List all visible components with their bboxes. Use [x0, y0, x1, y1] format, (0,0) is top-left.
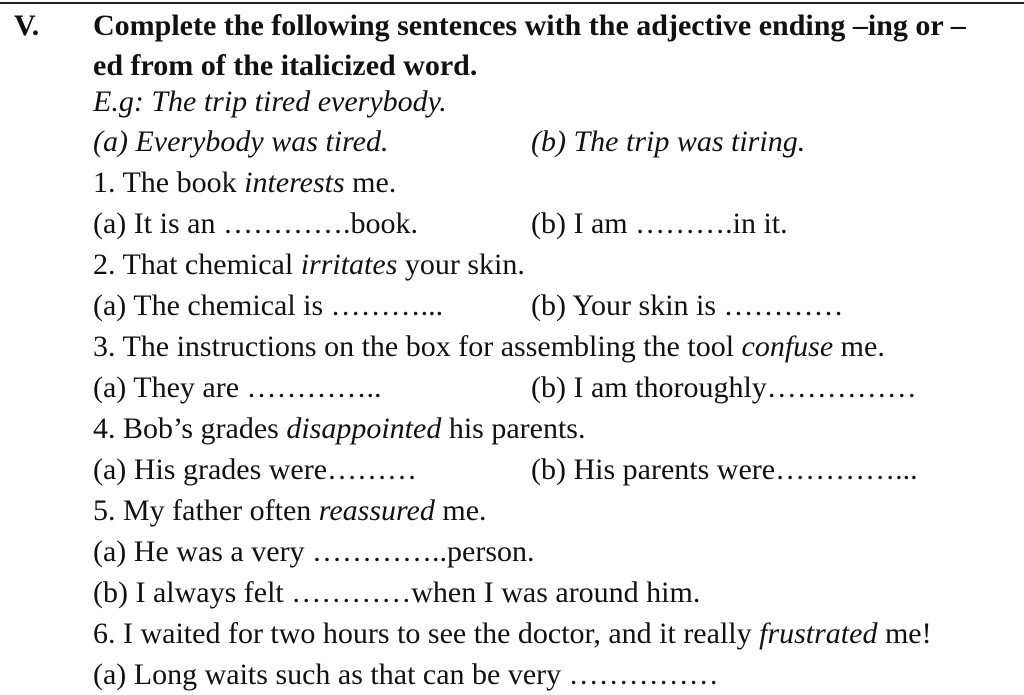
item-3-blank-b: (b) I am thoroughly……………	[531, 371, 917, 404]
item-3-blank-a: (a) They are …………..	[93, 371, 382, 404]
section-number: V.	[14, 9, 40, 42]
example-answer-b: (b) The trip was tiring.	[531, 125, 806, 158]
item-2-blank-a: (a) The chemical is ………...	[93, 289, 444, 322]
item-6-prompt	[93, 614, 932, 654]
item-1-prompt-end: me.	[344, 166, 397, 199]
item-2-blank-b: (b) Your skin is …………	[531, 289, 844, 322]
item-1-blank-b: (b) I am ……….in it.	[531, 207, 788, 240]
item-4-prompt-end: his parents.	[441, 412, 586, 445]
top-rule	[0, 2, 1024, 4]
item-4-italic-word: disappointed	[286, 412, 442, 445]
item-5-blank-a: (a) He was a very …………..person.	[93, 535, 535, 568]
item-4-prompt-start: 4. Bob’s grades	[93, 412, 287, 445]
item-6-blank-a: (a) Long waits such as that can be very ……………	[93, 658, 719, 691]
item-6-italic-word: frustrated	[759, 617, 878, 650]
item-3-prompt	[93, 327, 885, 367]
item-2-prompt-end: your skin.	[397, 248, 525, 281]
item-6-prompt-start: 6. I waited for two hours to see the doctor, and it really	[93, 617, 760, 650]
item-5-italic-word: reassured	[318, 494, 435, 527]
item-4-blank-b: (b) His parents were…………...	[531, 453, 918, 486]
heading-line-2: ed from of the italicized word.	[93, 49, 478, 82]
item-5-prompt	[93, 491, 487, 531]
item-2-italic-word: irritates	[300, 248, 398, 281]
item-5-prompt-end: me.	[434, 494, 487, 527]
heading-line-1: Complete the following sentences with the adjective ending –ing or –	[93, 9, 966, 42]
item-3-italic-word: confuse	[741, 330, 834, 363]
section-heading	[93, 6, 998, 86]
item-1-prompt	[93, 163, 396, 203]
item-2-prompt-start: 2. That chemical	[93, 248, 301, 281]
item-5-prompt-start: 5. My father often	[93, 494, 319, 527]
item-6-prompt-end: me!	[877, 617, 932, 650]
item-3-prompt-end: me.	[833, 330, 885, 363]
item-1-italic-word: interests	[244, 166, 345, 199]
example-answer-a: (a) Everybody was tired.	[93, 125, 389, 158]
item-2-prompt	[93, 245, 525, 285]
item-1-prompt-start: 1. The book	[93, 166, 245, 199]
item-1-blank-a: (a) It is an ………….book.	[93, 207, 418, 240]
item-3-prompt-start: 3. The instructions on the box for assembling the tool	[93, 330, 742, 363]
item-4-prompt	[93, 409, 585, 449]
example-prompt: E.g: The trip tired everybody.	[93, 85, 447, 118]
item-5-blank-b: (b) I always felt …………when I was around him.	[93, 576, 701, 609]
item-4-blank-a: (a) His grades were………	[93, 453, 418, 486]
